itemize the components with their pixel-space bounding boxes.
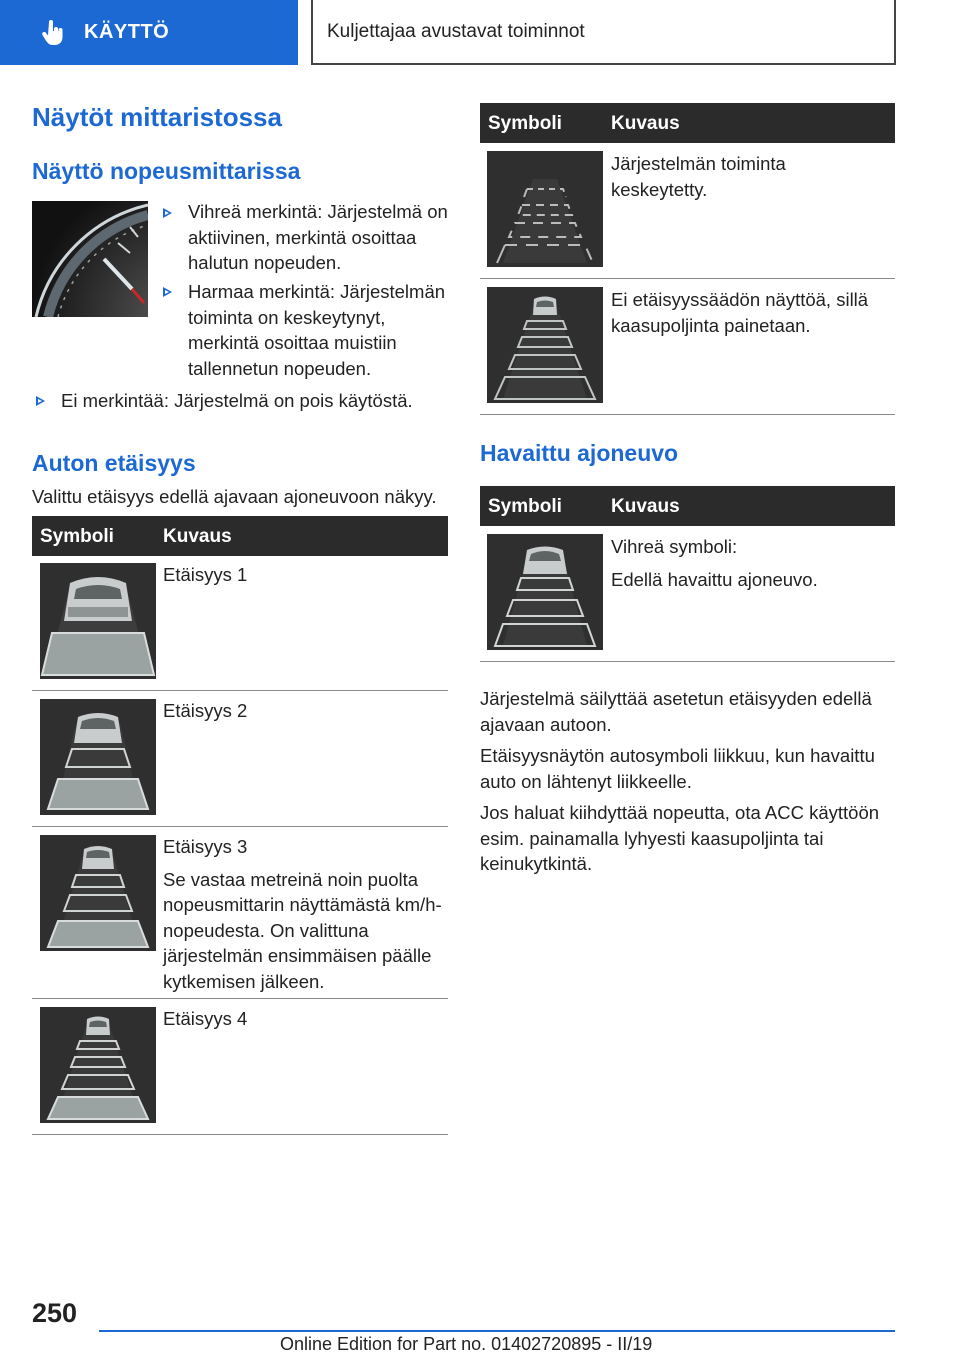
paragraph-keeps-distance: Järjestelmä säilyttää asetetun etäisyyden edellä ajavaan autoon. [480, 688, 872, 735]
distance-table-header [32, 516, 448, 556]
hand-pointer-icon [38, 18, 68, 48]
bullet-no-marking: Ei merkintää: Järjestelmä on pois käytöstä. [61, 390, 413, 411]
status-table-header [480, 103, 895, 143]
distance-4-icon [40, 1007, 156, 1123]
distance-3-icon [40, 835, 156, 951]
detected-table-header [480, 486, 895, 526]
row-divider [32, 998, 448, 999]
row-divider [480, 414, 895, 415]
chapter-tab-label: KÄYTTÖ [84, 21, 170, 43]
page-number: 250 [32, 1298, 78, 1328]
row-divider [32, 1134, 448, 1135]
footer-rule [99, 1330, 895, 1332]
bullet-grey-marking: Harmaa merkintä: Järjestelmän toiminta on keskeytynyt, merkintä osoittaa muistiin tallennetun nopeuden. [188, 281, 446, 379]
bullet-green-marking: Vihreä merkintä: Järjestelmä on aktiivinen, merkintä osoittaa halutun nopeuden. [188, 201, 448, 273]
system-interrupted-desc: Järjestelmän toiminta keskeytetty. [611, 153, 786, 200]
col-symbol: Symboli [488, 496, 562, 517]
col-description: Kuvaus [611, 496, 680, 517]
distance-4-desc: Etäisyys 4 [163, 1008, 248, 1029]
section-title: Kuljettajaa avustavat toiminnot [327, 20, 585, 42]
section-header [311, 0, 896, 65]
paragraph-car-symbol-moves: Etäisyysnäytön autosymboli liikkuu, kun havaittu auto on lähtenyt liikkeelle. [480, 745, 875, 792]
distance-heading: Auton etäisyys [32, 450, 196, 476]
col-symbol: Symboli [488, 113, 562, 134]
accelerator-pressed-desc: Ei etäisyyssäädön näyttöä, sillä kaasupoljinta painetaan. [611, 289, 869, 336]
row-divider [480, 278, 895, 279]
speedo-heading: Näyttö nopeusmittarissa [32, 158, 301, 184]
col-symbol: Symboli [40, 526, 114, 547]
bullet-triangle-icon [36, 396, 45, 406]
distance-1-icon [40, 563, 156, 679]
paragraph-accelerate: Jos haluat kiihdyttää nopeutta, ota ACC käyttöön esim. painamalla lyhyesti kaasupoljinta tai keinukytkintä. [480, 802, 880, 874]
detected-vehicle-icon [487, 534, 603, 650]
footer-edition: Online Edition for Part no. 01402720895 - II/19 [280, 1334, 653, 1354]
col-description: Kuvaus [163, 526, 232, 547]
page-title: Näytöt mittaristossa [32, 102, 282, 132]
col-description: Kuvaus [611, 113, 680, 134]
accelerator-pressed-icon [487, 287, 603, 403]
detected-vehicle-desc: Vihreä symboli: Edellä havaittu ajoneuvo. [611, 536, 818, 590]
row-divider [480, 661, 895, 662]
distance-intro: Valittu etäisyys edellä ajavaan ajoneuvoon näkyy. [32, 486, 437, 507]
row-divider [32, 826, 448, 827]
speedometer-marking-image [32, 201, 148, 317]
distance-2-desc: Etäisyys 2 [163, 700, 248, 721]
bullet-triangle-icon [163, 287, 172, 297]
system-interrupted-icon [487, 151, 603, 267]
detected-vehicle-heading: Havaittu ajoneuvo [480, 440, 679, 466]
distance-1-desc: Etäisyys 1 [163, 564, 248, 585]
chapter-tab[interactable] [0, 0, 298, 65]
bullet-triangle-icon [163, 208, 172, 218]
row-divider [32, 690, 448, 691]
distance-2-icon [40, 699, 156, 815]
distance-3-desc: Etäisyys 3 Se vastaa metreinä noin puolta nopeusmittarin näyttämästä km/h-nopeudesta. On valittuna järjestelmän ensimmäisen päälle kytkemisen jälkeen. [163, 836, 442, 992]
